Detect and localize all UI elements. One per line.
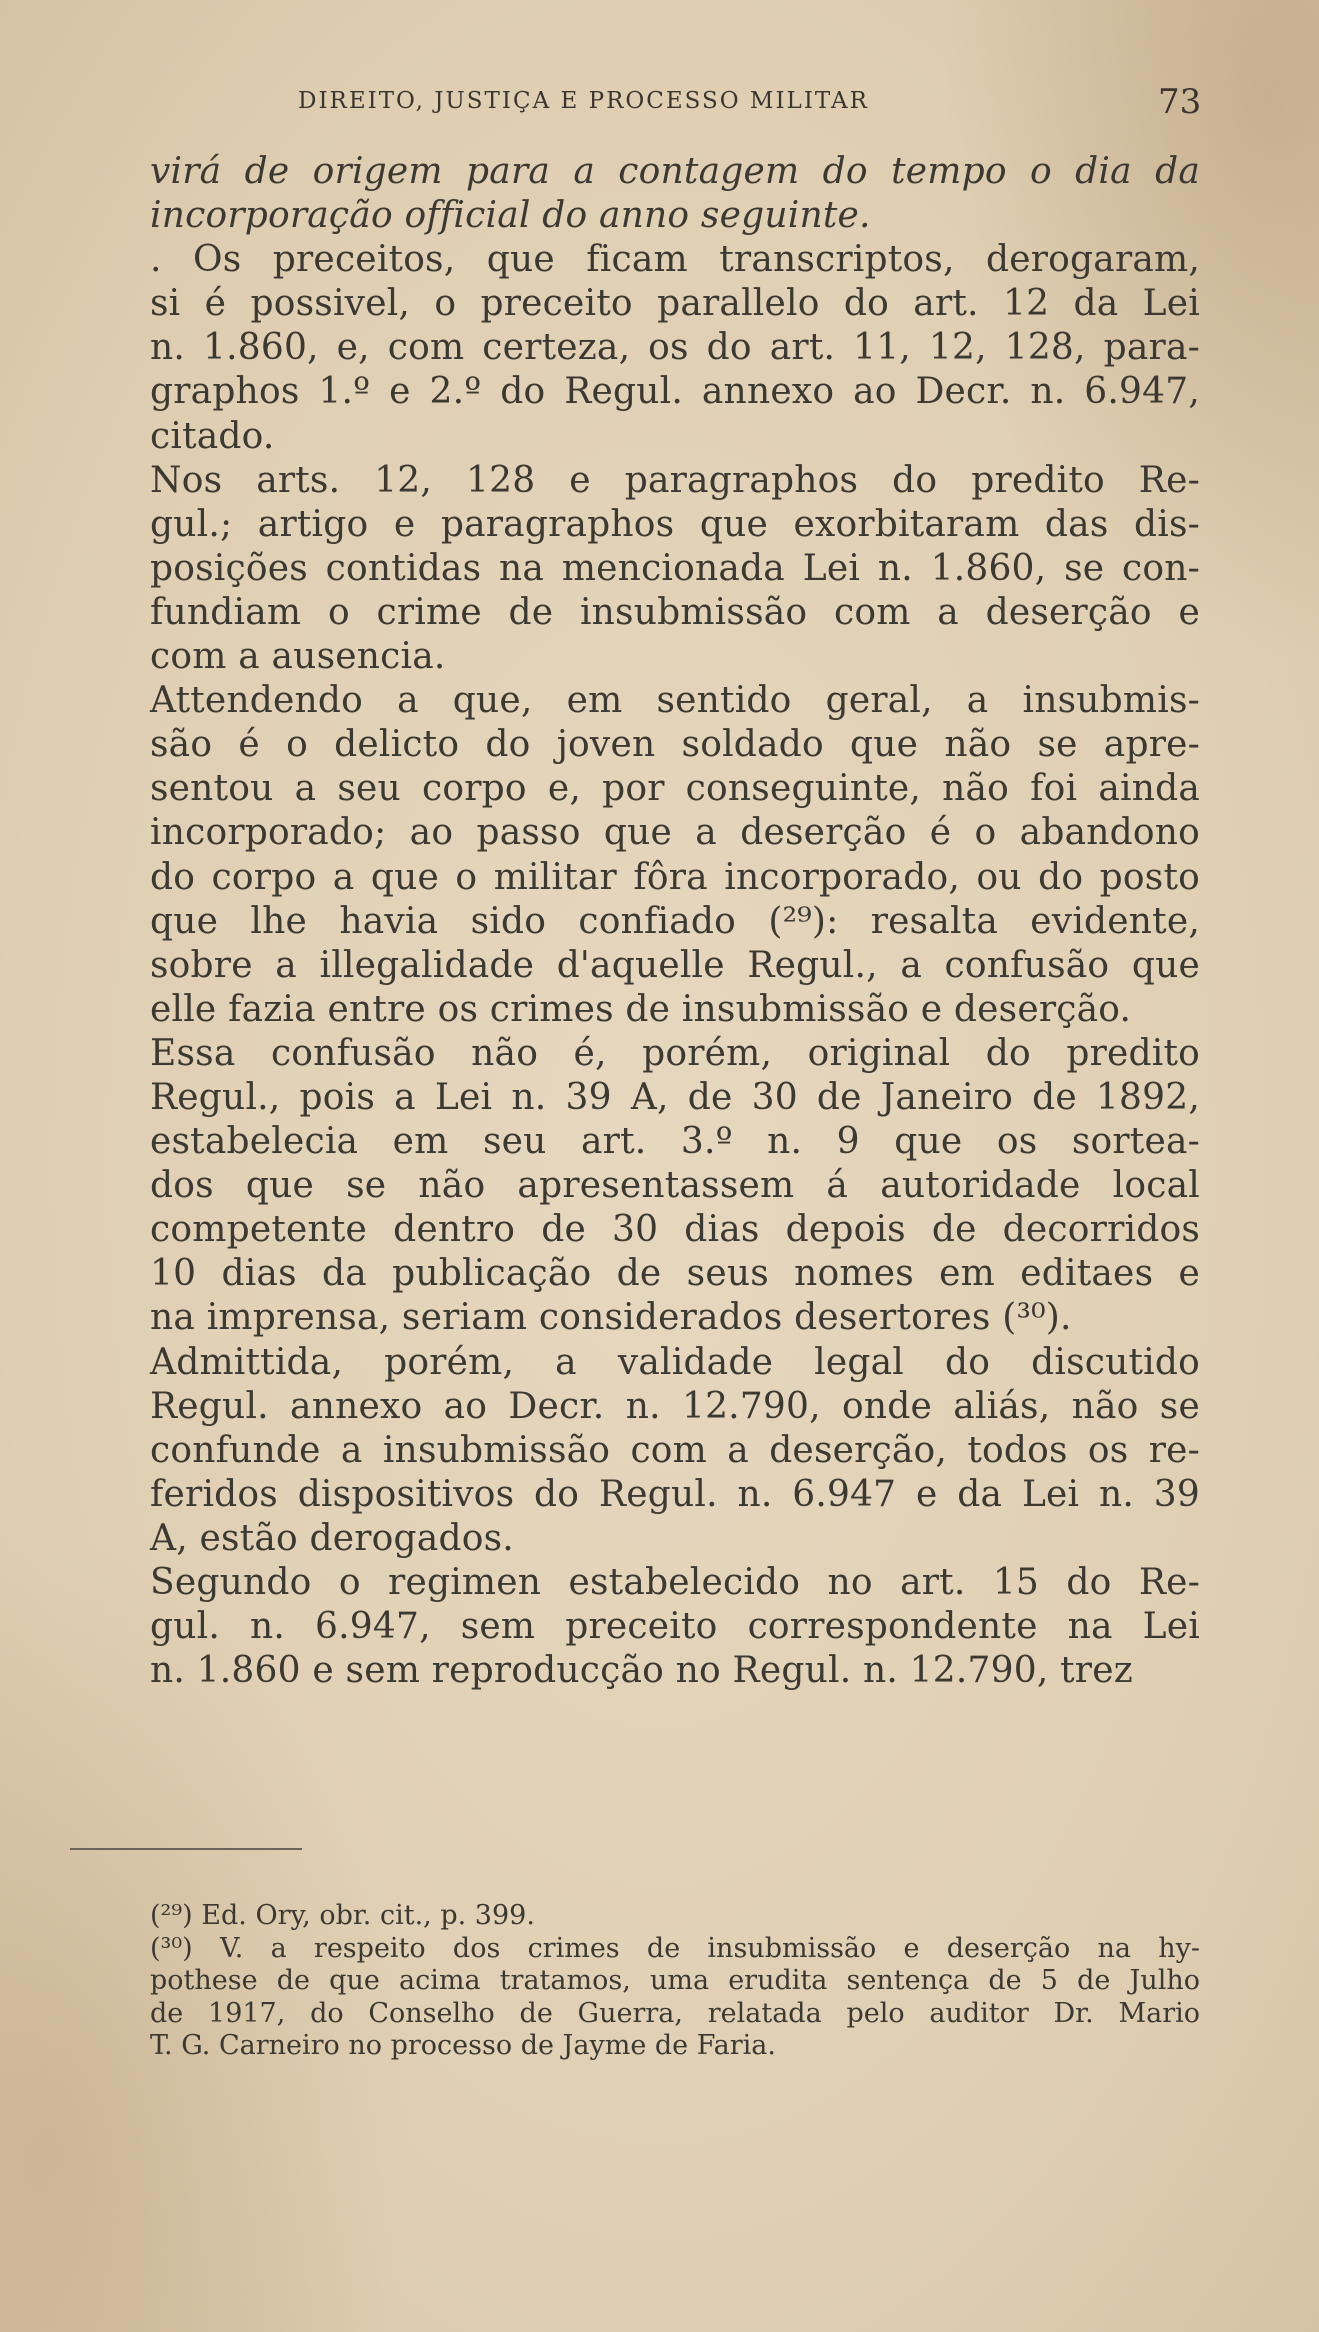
body-line: virá de origem para a contagem do tempo o dia da bbox=[150, 151, 1200, 192]
body-line: confunde a insubmissão com a deserção, todos os re- bbox=[150, 1429, 1200, 1471]
body-line: Nos arts. 12, 128 e paragraphos do predito Re- bbox=[150, 459, 1200, 501]
body-line: n. 1.860 e sem reproducção no Regul. n. 12.790, trez bbox=[150, 1650, 1133, 1692]
body-line: Attendendo a que, em sentido geral, a insubmis- bbox=[150, 680, 1200, 722]
body-line: si é possivel, o preceito parallelo do art. 12 da Lei bbox=[150, 283, 1200, 325]
page-header bbox=[0, 82, 1319, 128]
footnote-line: de 1917, do Conselho de Guerra, relatada pelo auditor Dr. Mario bbox=[150, 1997, 1200, 2029]
body-line: dos que se não apresentassem á autoridade local bbox=[150, 1165, 1200, 1207]
body-line: . Os preceitos, que ficam transcriptos, derogaram, bbox=[150, 239, 1200, 281]
body-line: gul. n. 6.947, sem preceito correspondente na Lei bbox=[150, 1606, 1200, 1648]
body-line: que lhe havia sido confiado (²⁹): resalta evidente, bbox=[150, 900, 1200, 942]
body-line: 10 dias da publicação de seus nomes em editaes e bbox=[150, 1253, 1200, 1295]
body-line: sentou a seu corpo e, por conseguinte, não foi ainda bbox=[150, 768, 1200, 810]
body-line: Regul., pois a Lei n. 39 A, de 30 de Janeiro de 1892, bbox=[150, 1076, 1200, 1118]
footnote-line: pothese de que acima tratamos, uma erudita sentença de 5 de Julho bbox=[150, 1965, 1200, 1996]
footnote-rule bbox=[70, 1848, 302, 1850]
footnote-line: (²⁹) Ed. Ory, obr. cit., p. 399. bbox=[150, 1900, 535, 1931]
body-line: Admittida, porém, a validade legal do discutido bbox=[150, 1341, 1200, 1383]
body-line: gul.; artigo e paragraphos que exorbitaram das dis- bbox=[150, 503, 1200, 545]
footnote-line: (³⁰) V. a respeito dos crimes de insubmissão e deserção na hy- bbox=[150, 1932, 1200, 1964]
body-line: Regul. annexo ao Decr. n. 12.790, onde aliás, não se bbox=[150, 1385, 1200, 1427]
page-number: 73 bbox=[1158, 82, 1202, 122]
body-line: incorporado; ao passo que a deserção é o abandono bbox=[150, 812, 1200, 854]
body-line: Segundo o regimen estabelecido no art. 15 do Re- bbox=[150, 1562, 1200, 1603]
body-line: Essa confusão não é, porém, original do predito bbox=[150, 1032, 1200, 1074]
body-line: são é o delicto do joven soldado que não se apre- bbox=[150, 724, 1200, 766]
body-line: fundiam o crime de insubmissão com a deserção e bbox=[150, 591, 1200, 633]
body-line: n. 1.860, e, com certeza, os do art. 11, 12, 128, para- bbox=[150, 327, 1200, 369]
body-line: competente dentro de 30 dias depois de decorridos bbox=[150, 1209, 1200, 1251]
body-line: feridos dispositivos do Regul. n. 6.947 e da Lei n. 39 bbox=[150, 1473, 1200, 1515]
body-text bbox=[150, 150, 1200, 1693]
footnotes bbox=[150, 1900, 1200, 2063]
footnote-line: T. G. Carneiro no processo de Jayme de Faria. bbox=[150, 2030, 776, 2061]
body-line: citado. bbox=[150, 415, 275, 457]
body-line: do corpo a que o militar fôra incorporado, ou do posto bbox=[150, 856, 1200, 898]
body-line: sobre a illegalidade d'aquelle Regul., a confusão que bbox=[150, 944, 1200, 986]
body-line: A, estão derogados. bbox=[150, 1517, 514, 1559]
body-line: na imprensa, seriam considerados desertores (³⁰). bbox=[150, 1297, 1072, 1339]
body-line: elle fazia entre os crimes de insubmissão e deserção. bbox=[150, 988, 1132, 1030]
body-line: estabelecia em seu art. 3.º n. 9 que os sortea- bbox=[150, 1121, 1200, 1163]
body-line: posições contidas na mencionada Lei n. 1.860, se con- bbox=[150, 547, 1200, 589]
body-line: com a ausencia. bbox=[150, 636, 446, 678]
running-title: DIREITO, JUSTIÇA E PROCESSO MILITAR bbox=[298, 88, 869, 114]
body-line: graphos 1.º e 2.º do Regul. annexo ao Decr. n. 6.947, bbox=[150, 371, 1200, 413]
body-line: incorporação official do anno seguinte. bbox=[150, 195, 871, 237]
